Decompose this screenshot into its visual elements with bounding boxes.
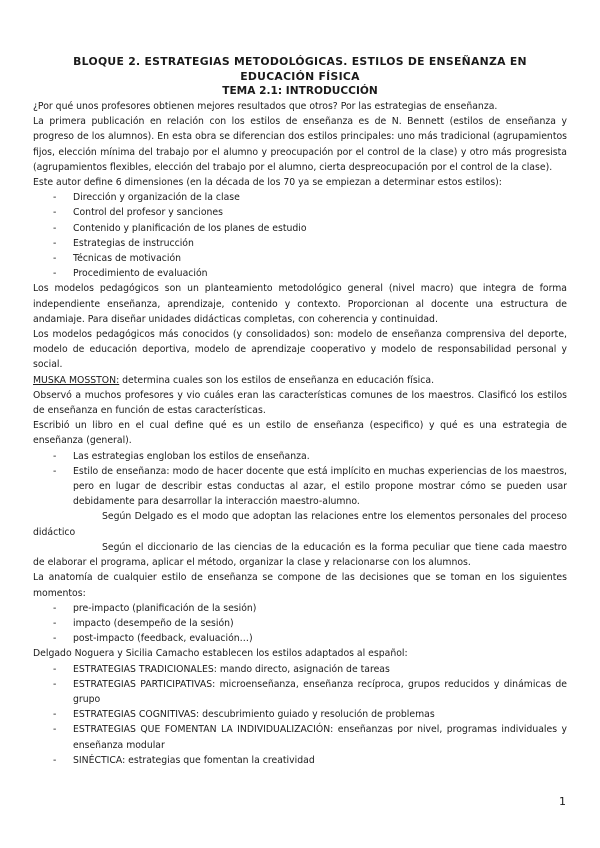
paragraph-adapted-styles: Delgado Noguera y Sicilia Camacho establecen los estilos adaptados al español:	[33, 648, 408, 660]
list-item: - pre-impacto (planificación de la sesión)	[33, 601, 567, 616]
document-title	[33, 54, 567, 84]
paragraph-known-models: Los modelos pedagógicos más conocidos (y consolidados) son: modelo de enseñanza comprensiva del deporte, modelo de educación deportiva, modelo de aprendizaje cooperativo y modelo de responsabilidad personal y social.	[33, 329, 567, 371]
intro-question: ¿Por qué unos profesores obtienen mejores resultados que otros? Por las estrategias de enseñanza.	[33, 101, 498, 112]
paragraph-observation: Observó a muchos profesores y vio cuáles eran las características comunes de los maestros. Clasificó los estilos de enseñanza en función de estas características.	[33, 389, 567, 417]
style-text: descubrimiento guiado y resolución de problemas	[199, 709, 435, 721]
list-item: - Estilo de enseñanza: modo de hacer docente que está implícito en muchas experiencias de los maestros, pero en lugar de describir estas conductas al azar, el estilo propone mostrar cómo se pueden usar debidamente para desarrollar la interacción maestro-alumno.	[33, 464, 567, 510]
style-label: ESTRATEGIAS PARTICIPATIVAS:	[73, 678, 216, 690]
moments-list	[33, 601, 567, 647]
list-item	[33, 707, 567, 722]
paragraph-dimensions-intro: Este autor define 6 dimensiones (en la década de los 70 ya se empiezan a determinar estos estilos):	[33, 177, 502, 189]
paragraph-mosston	[33, 373, 567, 388]
style-text: estrategias que fomentan la creatividad	[125, 754, 315, 766]
style-text: microenseñanza, enseñanza recíproca, grupos reducidos y dinámicas de grupo	[73, 678, 567, 705]
section-subtitle: TEMA 2.1: INTRODUCCIÓN	[222, 85, 378, 97]
title-line-1: BLOQUE 2. ESTRATEGIAS METODOLÓGICAS. ESTILOS DE ENSEÑANZA EN	[73, 55, 527, 68]
style-text: mando directo, asignación de tareas	[216, 663, 390, 675]
list-item: - Las estrategias engloban los estilos de enseñanza.	[33, 449, 567, 464]
paragraph-anatomy: La anatomía de cualquier estilo de enseñanza se compone de las decisiones que se toman en los siguientes momentos:	[33, 572, 567, 599]
mosston-text: determina cuales son los estilos de enseñanza en educación física.	[119, 374, 435, 386]
paragraph-bennett: La primera publicación en relación con los estilos de enseñanza es de N. Bennett (estilos de enseñanza y progreso de los alumnos). En esta obra se diferencian dos estilos principales: uno más tradicional (agrupamientos fijos, elección mínima del trabajo por el alumno y preocupación por el control de la clase) y otro más progresista (agrupamientos flexibles, elección del trabajo por el alumno, cierta despreocupación por el control de la clase).	[33, 116, 567, 173]
paragraph-book: Escribió un libro en el cual define qué es un estilo de enseñanza (especifico) y qué es una estrategia de enseñanza (general).	[33, 420, 567, 447]
style-label: SINÉCTICA:	[73, 754, 126, 766]
definitions-list	[33, 449, 567, 510]
style-label: ESTRATEGIAS TRADICIONALES:	[73, 663, 217, 675]
list-item: - impacto (desempeño de la sesión)	[33, 616, 567, 631]
list-item: - Estrategias de instrucción	[33, 236, 567, 251]
list-item: - Procedimiento de evaluación	[33, 266, 567, 281]
list-item: - Contenido y planificación de los planes de estudio	[33, 221, 567, 236]
page-number: 1	[559, 795, 566, 808]
paragraph-dictionary: Según el diccionario de las ciencias de la educación es la forma peculiar que tiene cada maestro de elaborar el programa, aplicar el método, organizar la clase y relacionarse con los alumnos.	[33, 541, 567, 569]
style-label: ESTRATEGIAS COGNITIVAS:	[73, 709, 200, 721]
title-line-2: EDUCACIÓN FÍSICA	[240, 70, 360, 83]
list-item: - post-impacto (feedback, evaluación…)	[33, 631, 567, 646]
paragraph-pedagogical-models: Los modelos pedagógicos son un planteamiento metodológico general (nivel macro) que integra de forma independiente enseñanza, aprendizaje, contenido y contexto. Proporcionan al docente una estructura de andamiaje. Para diseñar unidades didácticas completas, con coherencia y continuidad.	[33, 283, 567, 325]
paragraph-delgado: Según Delgado es el modo que adoptan las relaciones entre los elementos personales del proceso didáctico	[33, 511, 567, 538]
list-item	[33, 662, 567, 677]
style-label: ESTRATEGIAS QUE FOMENTAN LA INDIVIDUALIZACIÓN:	[73, 724, 334, 736]
list-item	[33, 722, 567, 752]
list-item	[33, 677, 567, 707]
dimensions-list	[33, 190, 567, 281]
list-item	[33, 753, 567, 768]
list-item: - Técnicas de motivación	[33, 251, 567, 266]
style-text: enseñanzas por nivel, programas individuales y enseñanza modular	[73, 724, 567, 751]
list-item: - Dirección y organización de la clase	[33, 190, 567, 205]
mosston-label: MUSKA MOSSTON:	[33, 374, 120, 386]
styles-list	[33, 662, 567, 768]
list-item: - Control del profesor y sanciones	[33, 205, 567, 220]
